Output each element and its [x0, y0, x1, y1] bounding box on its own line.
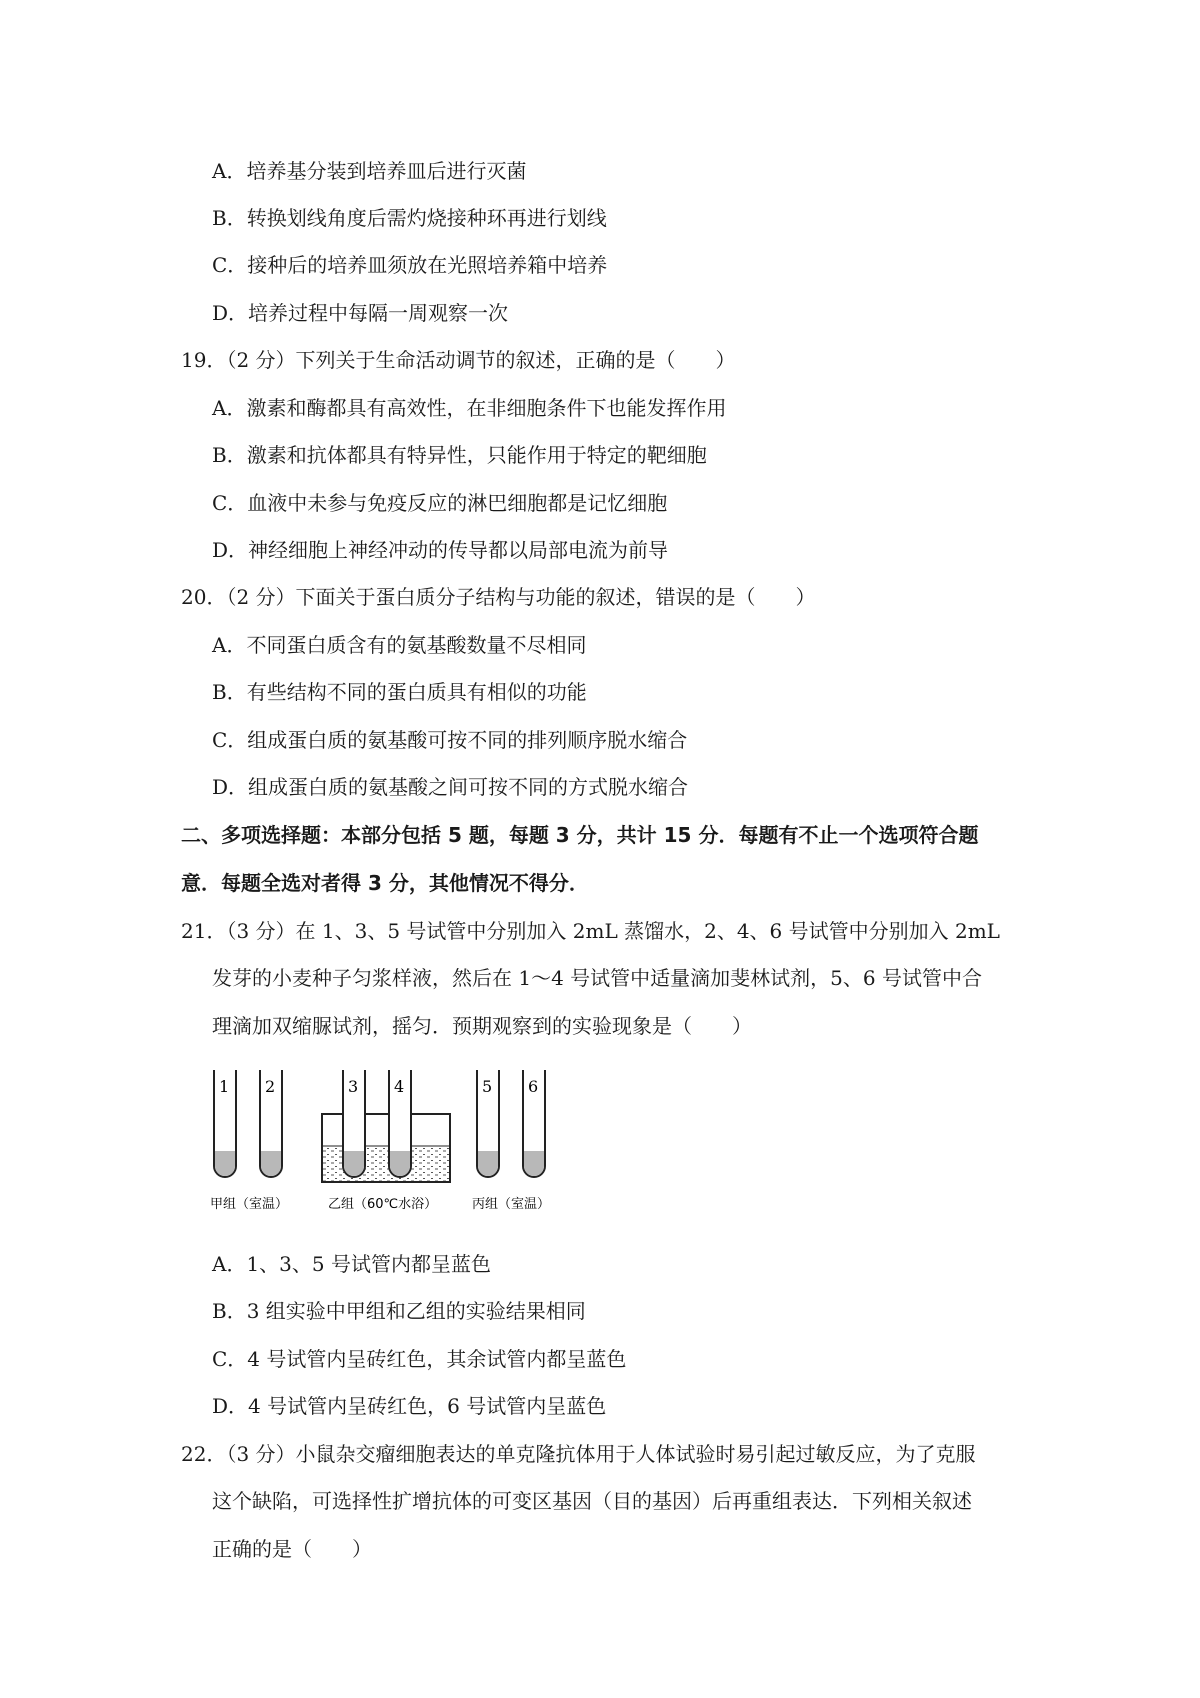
q20-option-b: B．有些结构不同的蛋白质具有相似的功能: [212, 680, 587, 704]
tube-label-6: 6: [528, 1077, 539, 1096]
q19-option-a: A．激素和酶都具有高效性，在非细胞条件下也能发挥作用: [212, 396, 727, 420]
q20-stem: 20．（2 分）下面关于蛋白质分子结构与功能的叙述，错误的是（ ）: [181, 585, 816, 609]
q19-option-c: C．血液中未参与免疫反应的淋巴细胞都是记忆细胞: [212, 491, 668, 515]
q18-option-d: D．培养过程中每隔一周观察一次: [212, 301, 509, 325]
section2-heading-line2: 意．每题全选对者得 3 分，其他情况不得分．: [181, 871, 589, 895]
test-tube-4: [389, 1070, 411, 1177]
q21-stem-line3: 理滴加双缩脲试剂，摇匀．预期观察到的实验现象是（ ）: [212, 1014, 752, 1038]
test-tube-1: [214, 1070, 236, 1177]
tube-label-1: 1: [219, 1077, 230, 1096]
q20-option-d: D．组成蛋白质的氨基酸之间可按不同的方式脱水缩合: [212, 775, 689, 799]
tube-label-3: 3: [348, 1077, 359, 1096]
group-caption-bing: 丙组（室温）: [472, 1197, 551, 1212]
q20-option-a: A．不同蛋白质含有的氨基酸数量不尽相同: [212, 633, 587, 657]
q18-option-c: C．接种后的培养皿须放在光照培养箱中培养: [212, 253, 608, 277]
q21-option-a: A．1、3、5 号试管内都呈蓝色: [212, 1252, 491, 1276]
q22-stem-line1: 22．（3 分）小鼠杂交瘤细胞表达的单克隆抗体用于人体试验时易引起过敏反应，为了克服: [181, 1442, 976, 1466]
q19-option-d: D．神经细胞上神经冲动的传导都以局部电流为前导: [212, 538, 669, 562]
q21-stem-line2: 发芽的小麦种子匀浆样液，然后在 1～4 号试管中适量滴加斐林试剂，5、6 号试管中合: [212, 966, 982, 990]
q21-stem-line1: 21．（3 分）在 1、3、5 号试管中分别加入 2mL 蒸馏水，2、4、6 号试管中分别加入 2mL: [181, 919, 1000, 943]
q22-stem-line3: 正确的是（ ）: [212, 1537, 372, 1561]
q21-option-b: B．3 组实验中甲组和乙组的实验结果相同: [212, 1299, 586, 1323]
test-tube-6: [523, 1070, 545, 1177]
q21-option-d: D．4 号试管内呈砖红色，6 号试管内呈蓝色: [212, 1394, 607, 1418]
q22-stem-line2: 这个缺陷，可选择性扩增抗体的可变区基因（目的基因）后再重组表达．下列相关叙述: [212, 1489, 972, 1513]
q18-option-a: A．培养基分装到培养皿后进行灭菌: [212, 159, 527, 183]
q21-option-c: C．4 号试管内呈砖红色，其余试管内都呈蓝色: [212, 1347, 627, 1371]
test-tube-figure: [210, 1058, 570, 1238]
q20-option-c: C．组成蛋白质的氨基酸可按不同的排列顺序脱水缩合: [212, 728, 688, 752]
section2-heading-line1: 二、多项选择题：本部分包括 5 题，每题 3 分，共计 15 分．每题有不止一个选项符合题: [181, 823, 979, 847]
q18-option-b: B．转换划线角度后需灼烧接种环再进行划线: [212, 206, 607, 230]
test-tube-3: [343, 1070, 365, 1177]
group-caption-jia: 甲组（室温）: [210, 1197, 289, 1212]
test-tube-2: [260, 1070, 282, 1177]
test-tube-5: [477, 1070, 499, 1177]
water-bath: [322, 1114, 450, 1182]
tube-label-2: 2: [265, 1077, 276, 1096]
q19-stem: 19．（2 分）下列关于生命活动调节的叙述，正确的是（ ）: [181, 348, 736, 372]
q19-option-b: B．激素和抗体都具有特异性，只能作用于特定的靶细胞: [212, 443, 707, 467]
tube-label-5: 5: [482, 1077, 493, 1096]
tube-label-4: 4: [394, 1077, 405, 1096]
group-caption-yi: 乙组（60℃水浴）: [328, 1197, 438, 1212]
